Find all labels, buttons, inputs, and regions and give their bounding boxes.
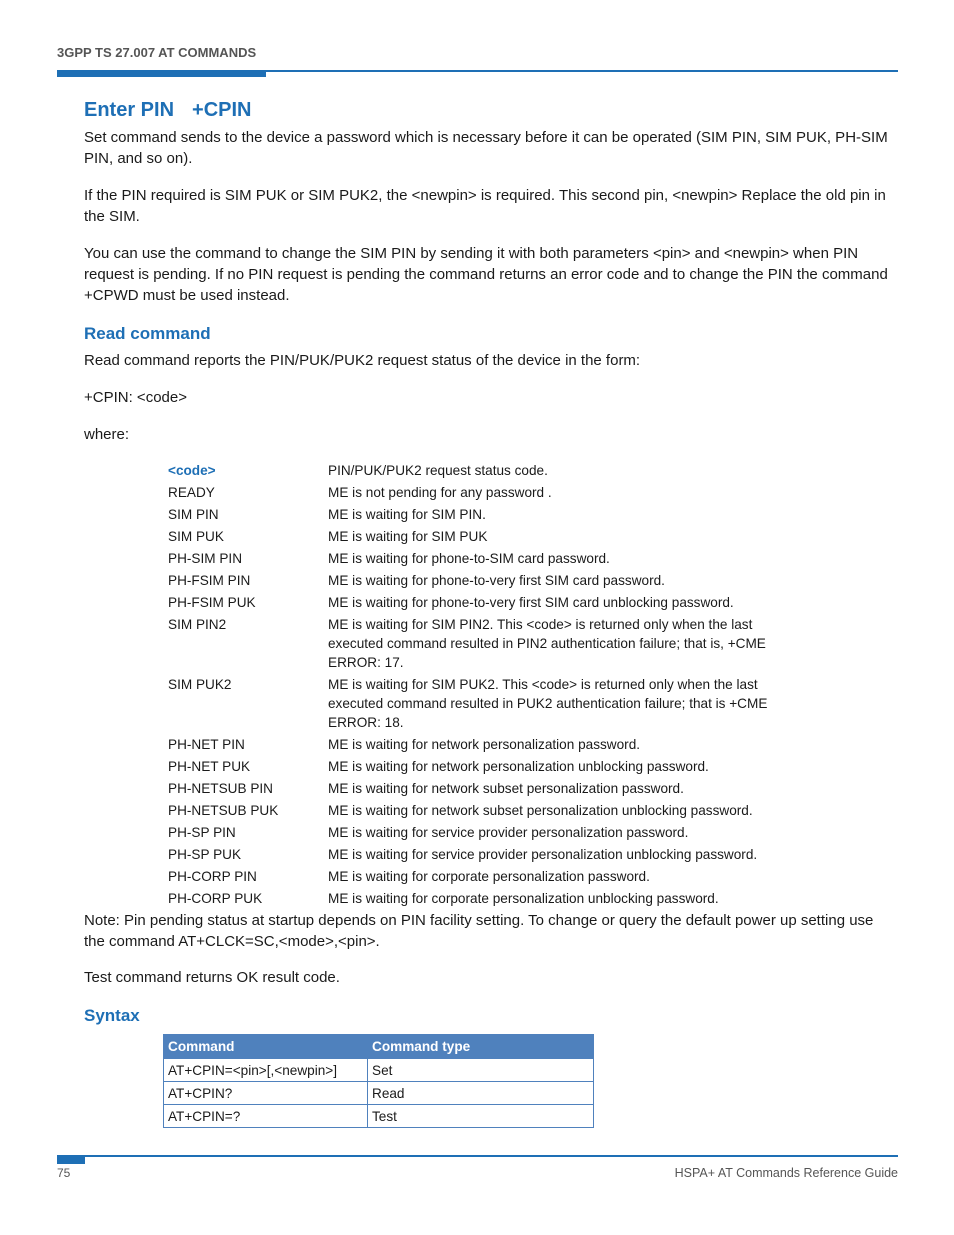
code-row: [168, 615, 808, 672]
table-row: [164, 1082, 594, 1105]
code-header-label: <code>: [168, 463, 216, 478]
code-value: PH-SIM PIN: [168, 551, 243, 566]
page-content: [84, 96, 894, 1128]
syntax-column-header: Command: [164, 1035, 368, 1059]
where-label: where:: [84, 426, 130, 443]
section-command: +CPIN: [192, 99, 252, 121]
table-row: [164, 1105, 594, 1128]
code-row: [168, 571, 808, 590]
read-command-intro: Read command reports the PIN/PUK/PUK2 request status of the device in the form:: [84, 352, 641, 369]
syntax-table: [163, 1034, 594, 1128]
code-description: ME is waiting for service provider personalization password.: [328, 825, 689, 840]
code-row: [168, 779, 808, 798]
code-row: [168, 867, 808, 886]
syntax-command-type: Test: [368, 1105, 594, 1128]
section-title: [84, 96, 894, 124]
code-value: PH-NET PUK: [168, 759, 251, 774]
section-title-text: Enter PIN: [84, 99, 175, 121]
code-row: [168, 549, 808, 568]
syntax-command: AT+CPIN=?: [164, 1105, 368, 1128]
code-value: PH-NETSUB PIN: [168, 781, 273, 796]
code-value: SIM PIN2: [168, 617, 227, 632]
code-value: SIM PIN: [168, 507, 219, 522]
code-header-description: PIN/PUK/PUK2 request status code.: [328, 463, 548, 478]
code-value: READY: [168, 485, 215, 500]
code-row: [168, 845, 808, 864]
code-row: [168, 801, 808, 820]
syntax-header-row: [164, 1035, 594, 1059]
code-value: PH-FSIM PIN: [168, 573, 251, 588]
table-row: [164, 1059, 594, 1082]
code-description: ME is waiting for SIM PUK2. This <code> is returned only when the last executed command resulted in PUK2 authentication failure; that is +CME ERROR: 18.: [328, 677, 768, 730]
code-row: [168, 675, 808, 732]
syntax-command-type: Read: [368, 1082, 594, 1105]
code-description: ME is waiting for phone-to-very first SIM card unblocking password.: [328, 595, 734, 610]
code-description: ME is waiting for network subset personalization password.: [328, 781, 684, 796]
code-value: PH-CORP PUK: [168, 891, 263, 906]
code-value: PH-SP PUK: [168, 847, 242, 862]
code-value: PH-NETSUB PUK: [168, 803, 279, 818]
syntax-command: AT+CPIN?: [164, 1082, 368, 1105]
code-description: ME is waiting for network personalization unblocking password.: [328, 759, 709, 774]
code-description: ME is waiting for phone-to-very first SIM card password.: [328, 573, 665, 588]
code-description: ME is waiting for corporate personalization unblocking password.: [328, 891, 719, 906]
header-rule-accent: [57, 70, 266, 77]
running-header: 3GPP TS 27.007 AT COMMANDS: [57, 45, 257, 60]
code-row: [168, 823, 808, 842]
code-value: PH-FSIM PUK: [168, 595, 256, 610]
test-note: Test command returns OK result code.: [84, 969, 340, 986]
code-row: [168, 483, 808, 502]
code-row: [168, 593, 808, 612]
page-number: 75: [57, 1166, 71, 1180]
code-value: PH-SP PIN: [168, 825, 236, 840]
code-row: [168, 735, 808, 754]
code-description: ME is waiting for SIM PIN.: [328, 507, 486, 522]
code-value: PH-NET PIN: [168, 737, 245, 752]
code-row: [168, 757, 808, 776]
code-table: [168, 461, 808, 908]
intro-paragraph-1: Set command sends to the device a password which is necessary before it can be operated (SIM PIN, SIM PUK, PH-SIM PIN, and so on).: [84, 129, 888, 167]
syntax-heading: Syntax: [84, 1006, 140, 1025]
code-table-header: [168, 461, 808, 480]
syntax-column-header: Command type: [368, 1035, 594, 1059]
code-value: SIM PUK: [168, 529, 224, 544]
code-description: ME is waiting for network personalization password.: [328, 737, 641, 752]
code-description: ME is waiting for network subset personalization unblocking password.: [328, 803, 753, 818]
code-description: ME is not pending for any password .: [328, 485, 552, 500]
code-description: ME is waiting for phone-to-SIM card password.: [328, 551, 610, 566]
code-value: SIM PUK2: [168, 677, 232, 692]
intro-paragraph-3: You can use the command to change the SIM PIN by sending it with both parameters <pin> and <newpin> when PIN request is pending. If no PIN request is pending the command returns an error code and to change the PIN the command +CPWD must be used instead.: [84, 245, 888, 304]
code-value: PH-CORP PIN: [168, 869, 257, 884]
footer-doc-title: HSPA+ AT Commands Reference Guide: [674, 1166, 898, 1180]
read-command-heading: Read command: [84, 324, 211, 343]
response-format: +CPIN: <code>: [84, 389, 187, 406]
code-description: ME is waiting for service provider personalization unblocking password.: [328, 847, 758, 862]
code-description: ME is waiting for SIM PIN2. This <code> is returned only when the last executed command resulted in PIN2 authentication failure; that is, +CME ERROR: 17.: [328, 617, 766, 670]
footer-rule: [57, 1155, 898, 1157]
syntax-command: AT+CPIN=<pin>[,<newpin>]: [164, 1059, 368, 1082]
code-row: [168, 505, 808, 524]
intro-paragraph-2: If the PIN required is SIM PUK or SIM PUK2, the <newpin> is required. This second pin, <newpin> Replace the old pin in the SIM.: [84, 187, 886, 225]
code-description: ME is waiting for SIM PUK: [328, 529, 488, 544]
syntax-command-type: Set: [368, 1059, 594, 1082]
pin-note: Note: Pin pending status at startup depends on PIN facility setting. To change or query the default power up setting use the command AT+CLCK=SC,<mode>,<pin>.: [84, 912, 874, 950]
code-row: [168, 889, 808, 908]
footer-rule-accent: [57, 1155, 85, 1164]
code-row: [168, 527, 808, 546]
code-description: ME is waiting for corporate personalization password.: [328, 869, 650, 884]
